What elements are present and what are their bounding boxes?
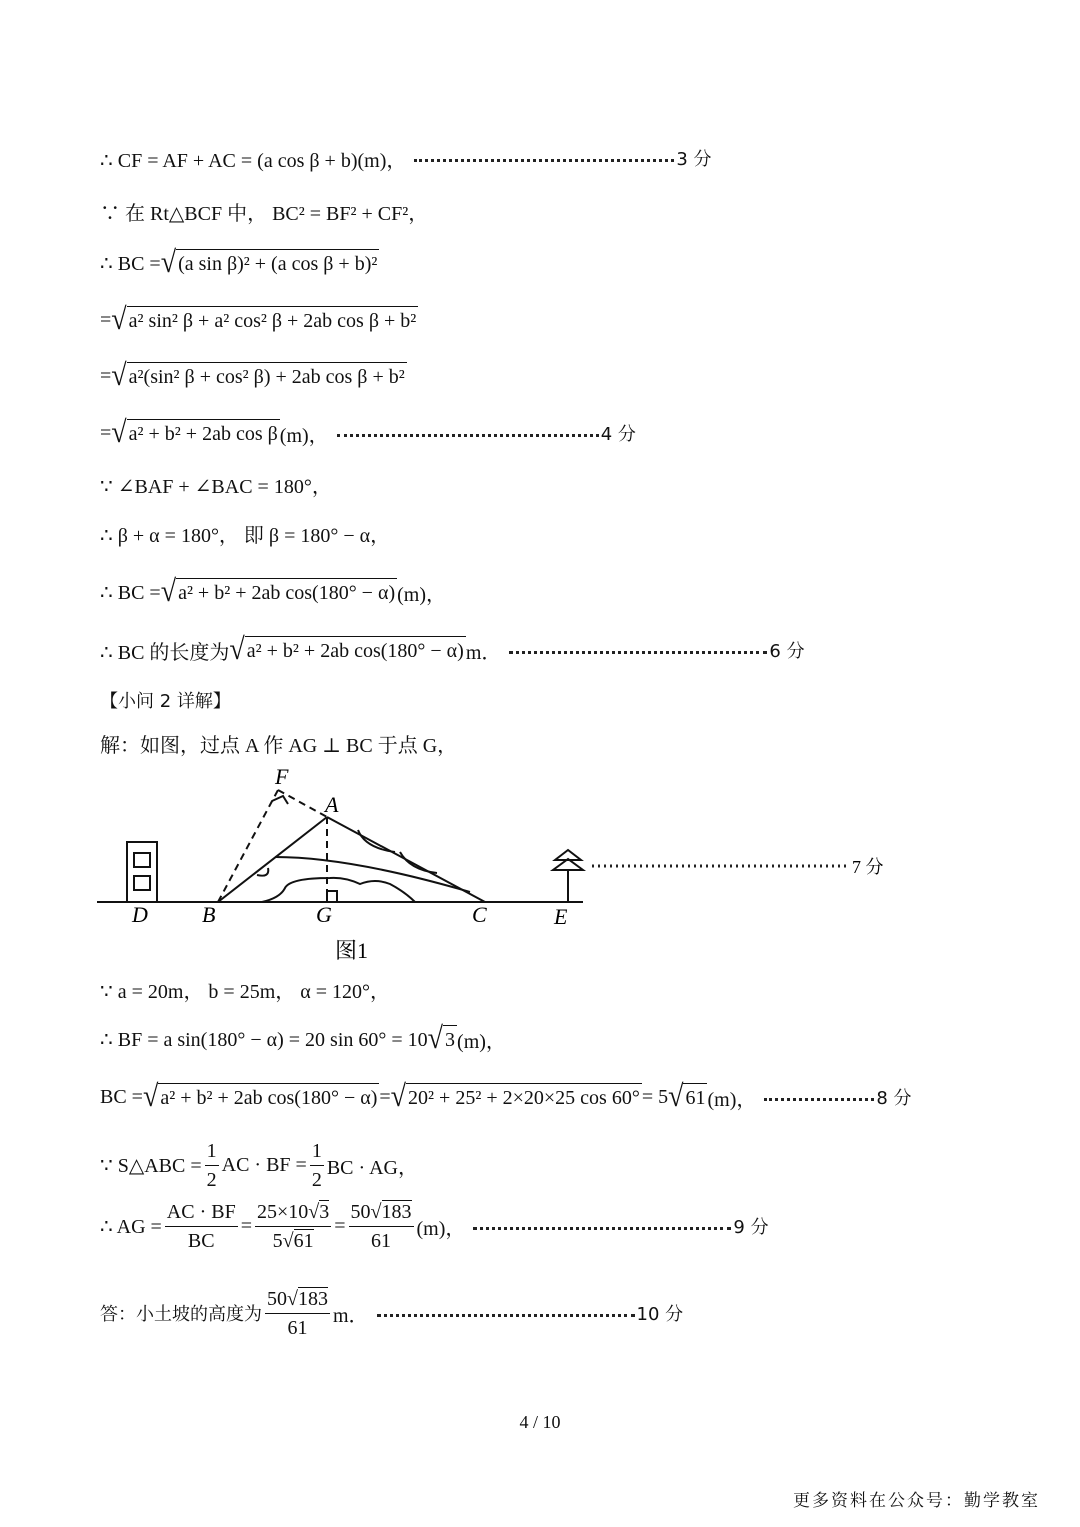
fraction xyxy=(165,1198,238,1255)
text: m． xyxy=(465,641,502,664)
sqrt: √ a² sin² β + a² cos² β + 2ab cos β + b² xyxy=(111,302,417,337)
dot-leader xyxy=(377,1314,635,1317)
radicand: a² sin² β + a² cos² β + 2ab cos β + b² xyxy=(127,306,419,334)
radicand: 183 xyxy=(381,1200,412,1223)
denominator: 2 xyxy=(206,1168,217,1191)
text: BC = xyxy=(100,1085,143,1108)
text: BC · AG， xyxy=(326,1156,418,1179)
line-bc5 xyxy=(100,572,446,612)
numerator: 1 xyxy=(310,1137,324,1166)
radicand: (a sin β)² + (a cos β + b)² xyxy=(176,249,379,277)
text: ∴ β + α = 180°， 即 β = 180° − α， xyxy=(100,524,391,547)
text: 答：小土坡的高度为 xyxy=(100,1304,262,1325)
fraction: $\frac{50√183}{61}$ xyxy=(349,1198,414,1255)
score: 3 分 xyxy=(676,149,712,170)
denominator: 2 xyxy=(311,1168,322,1191)
dot-leader xyxy=(337,434,599,437)
line-solution-intro xyxy=(100,723,457,763)
text: = xyxy=(100,308,112,331)
slope-contour xyxy=(275,857,470,892)
line-bc2 xyxy=(100,300,418,340)
dot-leader xyxy=(509,651,767,654)
sqrt: √ 3 xyxy=(427,1021,456,1056)
fraction xyxy=(205,1137,219,1194)
line-beta xyxy=(100,513,390,553)
radicand: 3 xyxy=(443,1025,457,1053)
text: ∴ BC 的长度为 xyxy=(100,641,230,664)
right-angle-g xyxy=(327,891,337,902)
label-g: G xyxy=(316,902,332,927)
text: ∴ BC = xyxy=(100,581,161,604)
label-a: A xyxy=(325,792,339,817)
denominator: 61 xyxy=(371,1229,392,1252)
page-number: 4 / 10 xyxy=(519,1412,561,1432)
text: 解：如图，过点 A 作 AG ⊥ BC 于点 G， xyxy=(100,734,458,757)
sqrt: √ a² + b² + 2ab cos(180° − α) xyxy=(160,574,396,609)
text: = xyxy=(100,364,112,387)
text: = 5 xyxy=(641,1085,669,1108)
text: (m)， xyxy=(707,1088,757,1111)
score: 7 分 xyxy=(852,857,884,877)
radicand: 61 xyxy=(683,1083,707,1111)
figure-1 xyxy=(0,760,900,970)
line-fa xyxy=(278,790,327,817)
sqrt: √ a² + b² + 2ab cos β xyxy=(111,415,278,450)
line-bc3 xyxy=(100,356,407,396)
line-bc-value xyxy=(100,1077,912,1117)
line-bf xyxy=(218,790,278,902)
sqrt: √ 61 xyxy=(668,1079,706,1114)
line-angle xyxy=(100,464,332,504)
sqrt: √ 20² + 25² + 2×20×25 cos 60° xyxy=(390,1079,640,1114)
text: (m)， xyxy=(397,583,446,606)
fraction: $\frac{25\times 10√3}{5√61}$ xyxy=(255,1198,331,1255)
text: 50 xyxy=(350,1200,371,1223)
radicand: a² + b² + 2ab cos(180° − α) xyxy=(245,636,466,664)
dot-leader xyxy=(473,1227,731,1230)
text: (m)， xyxy=(457,1030,506,1053)
text: ∵ S△ABC = xyxy=(100,1154,202,1177)
line-area xyxy=(100,1135,418,1195)
section-heading xyxy=(100,680,231,720)
sqrt: √ a² + b² + 2ab cos(180° − α) xyxy=(142,1079,378,1114)
right-angle-f xyxy=(272,796,288,804)
text: = xyxy=(379,1085,391,1108)
dot-leader xyxy=(414,159,674,162)
text: ∵ 在 Rt△BCF 中， BC² = BF² + CF²， xyxy=(100,202,429,225)
radicand: a² + b² + 2ab cos β xyxy=(127,419,280,447)
text: 50 xyxy=(267,1287,287,1310)
radicand: 61 xyxy=(293,1229,314,1252)
score: 10 分 xyxy=(636,1304,684,1325)
line-ag xyxy=(100,1196,769,1256)
radicand: a² + b² + 2ab cos(180° − α) xyxy=(158,1083,379,1111)
text: ∴ AG = xyxy=(100,1215,162,1238)
line-bc1 xyxy=(100,243,379,283)
line-pythag xyxy=(100,191,428,231)
text: 【小问 2 详解】 xyxy=(100,691,231,712)
fraction: $\frac{50√183}{61}$ xyxy=(265,1285,330,1342)
text: ∴ CF = AF + AC = (a cos β + b)(m)， xyxy=(100,149,407,172)
line-bc4 xyxy=(100,413,636,453)
text: 5 xyxy=(272,1229,283,1252)
text: ∴ BC = xyxy=(100,252,161,275)
text: = xyxy=(334,1214,346,1237)
text: ∴ BF = a sin(180° − α) = 20 sin 60° = 10 xyxy=(100,1028,428,1051)
label-b: B xyxy=(202,902,216,927)
sqrt: √ a² + b² + 2ab cos(180° − α) xyxy=(229,632,464,667)
text: ∵ ∠BAF + ∠BAC = 180°， xyxy=(100,475,332,498)
radicand: 183 xyxy=(297,1287,328,1310)
line-given xyxy=(100,969,390,1009)
text: = xyxy=(240,1214,252,1237)
text: AC · BF = xyxy=(221,1153,307,1176)
line-answer xyxy=(100,1283,683,1343)
radicand: 20² + 25² + 2×20×25 cos 60° xyxy=(406,1083,642,1111)
line-bc-length xyxy=(100,630,805,670)
label-e: E xyxy=(554,904,568,929)
label-c: C xyxy=(472,902,487,927)
building xyxy=(127,842,157,902)
denominator: BC xyxy=(187,1229,215,1252)
line-bf xyxy=(100,1019,506,1059)
text: 25×10 xyxy=(256,1200,309,1223)
text: (m)， xyxy=(279,424,329,447)
fraction xyxy=(310,1137,324,1194)
text: = xyxy=(100,421,112,444)
numerator: 1 xyxy=(205,1137,219,1166)
line-cf xyxy=(100,138,712,178)
score: 9 分 xyxy=(733,1217,769,1238)
score: 8 分 xyxy=(876,1088,912,1109)
score: 6 分 xyxy=(769,641,805,662)
text: (m)， xyxy=(416,1217,466,1240)
radicand: a²(sin² β + cos² β) + 2ab cos β + b² xyxy=(127,362,407,390)
text: m． xyxy=(332,1304,369,1327)
label-f: F xyxy=(275,764,289,789)
denominator: 61 xyxy=(287,1316,308,1339)
dot-leader xyxy=(764,1098,874,1101)
numerator: AC · BF xyxy=(165,1198,238,1227)
text: ∵ a = 20m， b = 25m， α = 120°， xyxy=(100,980,391,1003)
sqrt: √ (a sin β)² + (a cos β + b)² xyxy=(160,245,378,280)
sqrt: √ a²(sin² β + cos² β) + 2ab cos β + b² xyxy=(111,358,405,393)
radicand: a² + b² + 2ab cos(180° − α) xyxy=(176,578,397,606)
score: 4 分 xyxy=(600,424,636,445)
footer-watermark: 更多资料在公众号：勤学教室 xyxy=(793,1491,1040,1511)
label-d: D xyxy=(132,902,148,927)
radicand: 3 xyxy=(319,1200,330,1223)
figure-caption: 图1 xyxy=(335,938,369,963)
